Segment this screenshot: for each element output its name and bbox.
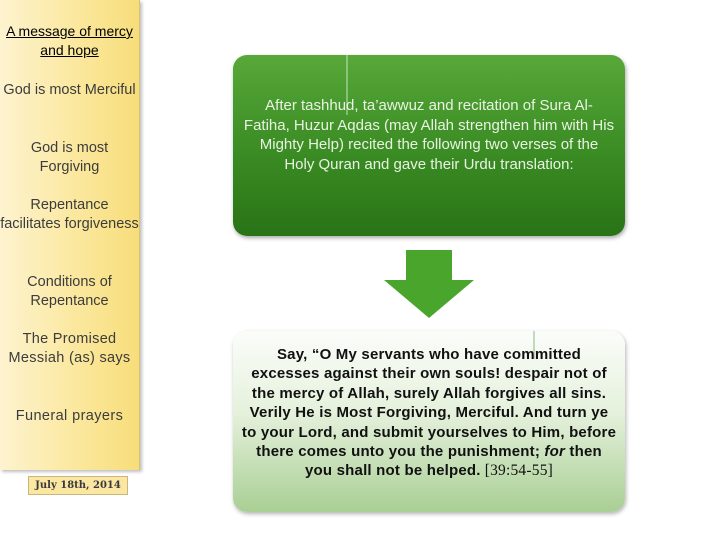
quote-main: Say, “O My servants who have committed excesses against their own souls! despair not of the mercy of Allah, surely Allah forgives all sins. Verily He is Most Forgiving, Merciful. And turn ye to your Lord, and submit yourselves to Him, before there comes unto you the punishment;: [241, 346, 617, 461]
sidebar-item-repentance[interactable]: Repentance facilitates forgiveness: [0, 197, 139, 232]
quote-italic: for: [544, 443, 566, 461]
sidebar-item-promised-messiah[interactable]: The Promised Messiah (as) says: [8, 331, 131, 366]
sidebar-item-merciful[interactable]: God is most Merciful: [3, 82, 136, 98]
quote-end: then you shall not be helped.: [304, 443, 602, 480]
down-arrow-icon: [384, 250, 474, 318]
intro-text: After tashhud, ta’awwuz and recitation of Sura Al-Fatiha, Huzur Aqdas (may Allah strengthen him with His Mighty Help) recited the following two verses of the Holy Quran and gave their Urdu translation:: [243, 97, 615, 173]
quote-panel: [233, 331, 625, 512]
sidebar-item-forgiving[interactable]: God is most Forgiving: [30, 140, 109, 175]
sidebar-item-conditions[interactable]: Conditions of Repentance: [27, 274, 112, 309]
sidebar-item-funeral-prayers[interactable]: Funeral prayers: [15, 408, 124, 424]
intro-panel: [233, 55, 625, 236]
quote-reference: [39:54-55]: [480, 462, 554, 480]
sidebar: [0, 0, 140, 470]
date-badge: July 18th, 2014: [28, 476, 128, 495]
quote-text: [241, 345, 617, 481]
sidebar-title[interactable]: A message of mercy and hope: [6, 23, 133, 58]
